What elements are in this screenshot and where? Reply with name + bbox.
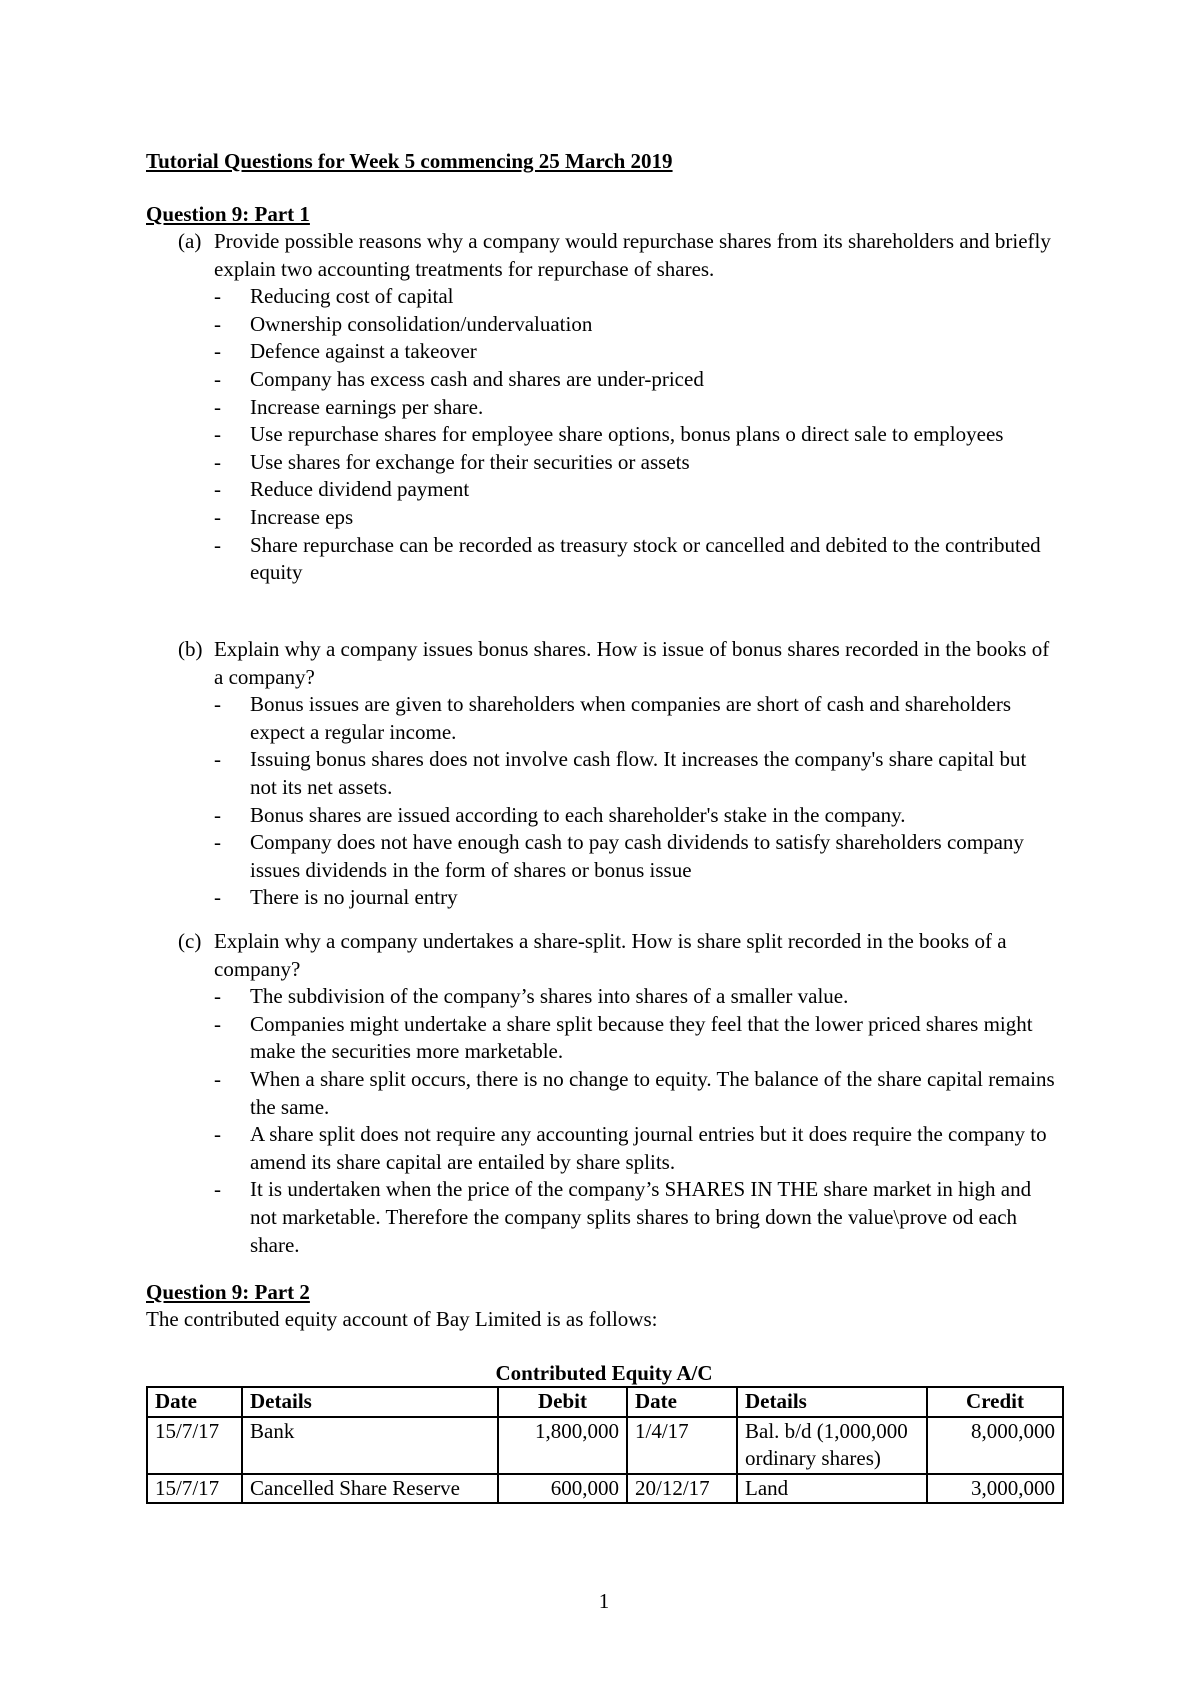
document-title: Tutorial Questions for Week 5 commencing 25 March 2019 xyxy=(146,149,673,173)
question-a xyxy=(178,228,1058,587)
table-cell: 15/7/17 xyxy=(147,1417,242,1474)
question-a-label: (a) xyxy=(178,229,202,253)
table-cell: 3,000,000 xyxy=(927,1474,1063,1504)
column-header-details: Details xyxy=(242,1387,498,1417)
list-item: - Use repurchase shares for employee share options, bonus plans o direct sale to employees xyxy=(214,422,1004,447)
part2-heading: Question 9: Part 2 xyxy=(146,1280,310,1304)
list-item: - Issuing bonus shares does not involve cash flow. It increases the company's share capital but not its net assets. xyxy=(214,747,1027,799)
page-number: 1 xyxy=(598,1589,610,1613)
list-item: - Reducing cost of capital xyxy=(214,284,454,309)
list-item: - Reduce dividend payment xyxy=(214,477,470,502)
list-item: - There is no journal entry xyxy=(214,885,458,910)
question-c-answers xyxy=(178,983,1058,1259)
list-item: - Company has excess cash and shares are under-priced xyxy=(214,366,704,391)
column-header-date: Date xyxy=(627,1387,737,1417)
list-item: - Defence against a takeover xyxy=(214,339,477,364)
list-item: - Bonus shares are issued according to each shareholder's stake in the company. xyxy=(214,802,906,827)
column-header-credit: Credit xyxy=(927,1387,1063,1417)
table-row xyxy=(147,1474,1063,1504)
column-header-details: Details xyxy=(737,1387,927,1417)
table-cell: 600,000 xyxy=(498,1474,627,1504)
table-cell: 1,800,000 xyxy=(498,1417,627,1474)
question-c-text: Explain why a company undertakes a share-split. How is share split recorded in the books of a company? xyxy=(214,929,1007,981)
question-b-label: (b) xyxy=(178,637,203,661)
table-cell: Bal. b/d (1,000,000 ordinary shares) xyxy=(737,1417,927,1474)
list-item: - Share repurchase can be recorded as treasury stock or cancelled and debited to the contributed equity xyxy=(214,532,1041,585)
table-cell: 20/12/17 xyxy=(627,1474,737,1504)
contributed-equity-table xyxy=(146,1386,1064,1504)
table-cell: Land xyxy=(737,1474,927,1504)
table-cell: 8,000,000 xyxy=(927,1417,1063,1474)
question-a-answers xyxy=(178,283,1058,587)
list-item: - Ownership consolidation/undervaluation xyxy=(214,311,593,336)
table-cell: Bank xyxy=(242,1417,498,1474)
table-cell: 15/7/17 xyxy=(147,1474,242,1504)
table-cell: 1/4/17 xyxy=(627,1417,737,1474)
question-b xyxy=(178,636,1058,912)
list-item: - Company does not have enough cash to pay cash dividends to satisfy shareholders company issues dividends in the form of shares or bonus issue xyxy=(214,830,1024,882)
column-header-debit: Debit xyxy=(498,1387,627,1417)
table-row xyxy=(147,1417,1063,1474)
list-item: - Increase earnings per share. xyxy=(214,394,484,419)
part1-heading: Question 9: Part 1 xyxy=(146,202,310,226)
column-header-date: Date xyxy=(147,1387,242,1417)
list-item: - The subdivision of the company’s shares into shares of a smaller value. xyxy=(214,984,849,1009)
list-item: - Companies might undertake a share split because they feel that the lower priced shares might make the securities more marketable. xyxy=(214,1011,1033,1064)
question-c-label: (c) xyxy=(178,929,202,953)
list-item: - When a share split occurs, there is no change to equity. The balance of the share capital remains the same. xyxy=(214,1066,1055,1119)
list-item: - Use shares for exchange for their securities or assets xyxy=(214,449,690,474)
list-item: - It is undertaken when the price of the company’s SHARES IN THE share market in high and not marketable. Therefore the company splits shares to bring down the value\prove od each share. xyxy=(214,1177,1032,1257)
list-item: - Bonus issues are given to shareholders when companies are short of cash and shareholders expect a regular income. xyxy=(214,692,1012,744)
table-cell: Cancelled Share Reserve xyxy=(242,1474,498,1504)
table-header-row xyxy=(147,1387,1063,1417)
question-b-text: Explain why a company issues bonus shares. How is issue of bonus shares recorded in the books of a company? xyxy=(214,637,1050,689)
list-item: - Increase eps xyxy=(214,504,354,529)
part2-intro: The contributed equity account of Bay Limited is as follows: xyxy=(146,1307,658,1331)
question-b-answers xyxy=(178,691,1058,912)
question-c xyxy=(178,928,1058,1259)
question-a-text: Provide possible reasons why a company would repurchase shares from its shareholders and briefly explain two accounting treatments for repurchase of shares. xyxy=(214,229,1051,281)
list-item: - A share split does not require any accounting journal entries but it does require the company to amend its share capital are entailed by share splits. xyxy=(214,1122,1047,1174)
table-title: Contributed Equity A/C xyxy=(495,1361,713,1385)
